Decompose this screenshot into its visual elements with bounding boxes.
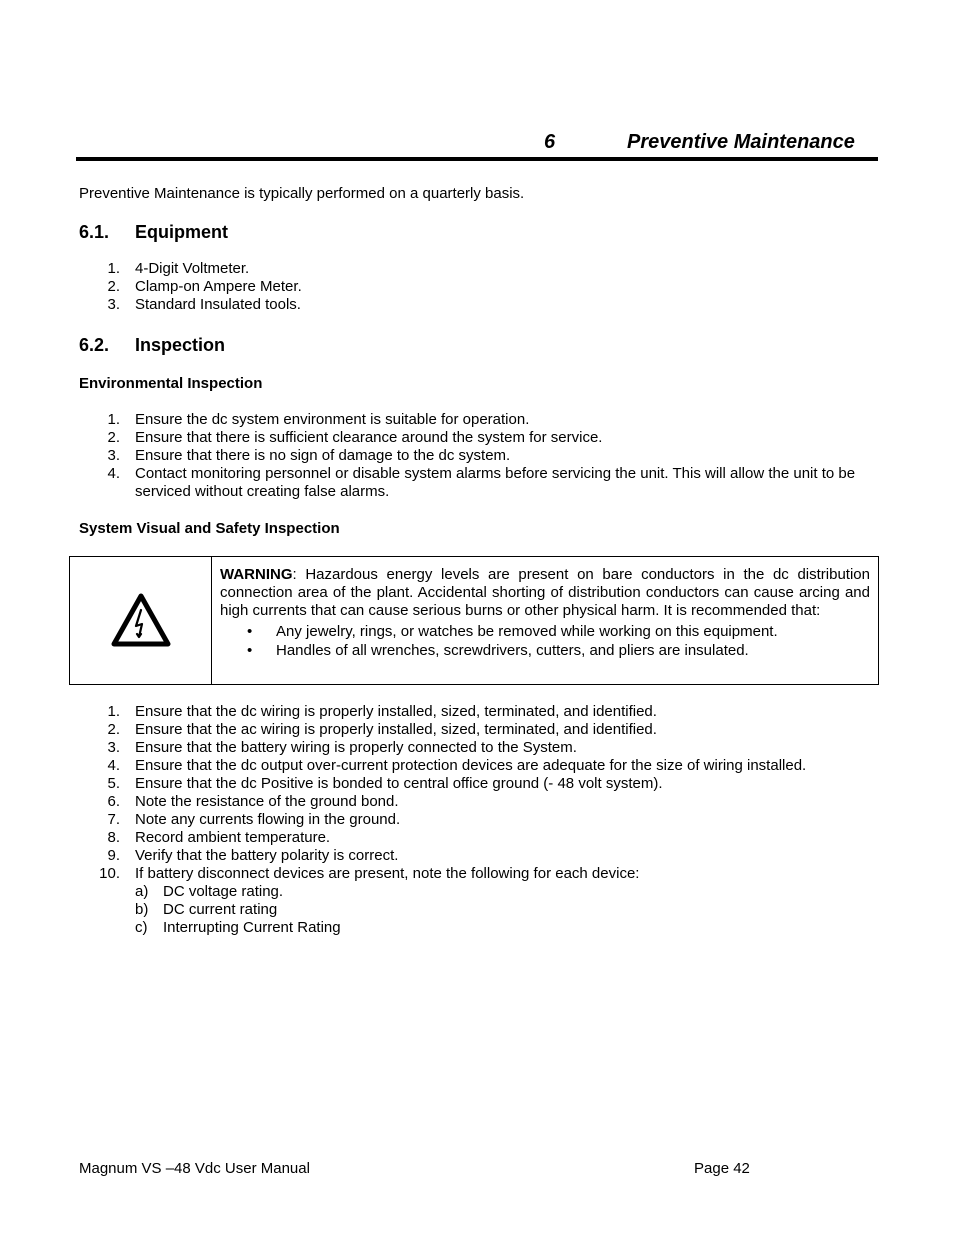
section-number: 6.2. bbox=[79, 335, 110, 355]
item-text: DC voltage rating. bbox=[163, 883, 284, 900]
intro-paragraph: Preventive Maintenance is typically performed on a quarterly basis. bbox=[79, 185, 525, 202]
item-text: Note the resistance of the ground bond. bbox=[135, 793, 399, 810]
item-text: Clamp-on Ampere Meter. bbox=[135, 278, 302, 295]
bullet-icon: • bbox=[247, 623, 253, 640]
section-title: Inspection bbox=[135, 335, 226, 355]
item-text: Ensure that the battery wiring is properly connected to the System. bbox=[135, 739, 577, 756]
item-number: 1. bbox=[107, 260, 120, 277]
sublist-item bbox=[135, 919, 869, 937]
warning-box bbox=[69, 556, 879, 685]
item-number: 10. bbox=[99, 865, 120, 882]
section-inspection-heading bbox=[79, 335, 226, 356]
warning-body: : Hazardous energy levels are present on bare conductors in the dc distribution connection area of the plant. Accidental shorting of distribution conductors can cause arcing and high currents that can cause serious burns or other physical harm. It is recommended that: bbox=[220, 566, 870, 619]
item-number: 2. bbox=[107, 278, 120, 295]
item-text: 4-Digit Voltmeter. bbox=[135, 260, 250, 277]
list-item bbox=[79, 703, 869, 721]
list-item bbox=[79, 739, 869, 757]
environmental-list bbox=[79, 411, 869, 501]
warning-icon-cell bbox=[70, 557, 212, 684]
chapter-title: Preventive Maintenance bbox=[627, 131, 855, 153]
sublist-item bbox=[135, 901, 869, 919]
item-text: Contact monitoring personnel or disable system alarms before servicing the unit. This will allow the unit to be serviced without creating false alarms. bbox=[135, 465, 856, 500]
heading-rule bbox=[76, 157, 878, 161]
list-item bbox=[79, 465, 869, 501]
bullet-icon: • bbox=[247, 642, 253, 659]
item-text: Verify that the battery polarity is correct. bbox=[135, 847, 399, 864]
item-number: 3. bbox=[107, 447, 120, 464]
list-item bbox=[79, 260, 302, 278]
warning-bullet-list bbox=[220, 622, 870, 660]
item-letter: c) bbox=[135, 919, 148, 936]
item-text: Ensure that there is sufficient clearance around the system for service. bbox=[135, 429, 603, 446]
list-item bbox=[79, 447, 869, 465]
list-item bbox=[79, 296, 302, 314]
section-title: Equipment bbox=[135, 222, 228, 242]
item-text: Interrupting Current Rating bbox=[163, 919, 341, 936]
list-item bbox=[79, 429, 869, 447]
list-item bbox=[79, 411, 869, 429]
item-number: 4. bbox=[107, 465, 120, 482]
item-text: Ensure that the ac wiring is properly installed, sized, terminated, and identified. bbox=[135, 721, 657, 738]
device-rating-sublist bbox=[135, 883, 869, 937]
item-number: 5. bbox=[107, 775, 120, 792]
item-letter: a) bbox=[135, 883, 149, 900]
bullet-text: Handles of all wrenches, screwdrivers, cutters, and pliers are insulated. bbox=[276, 642, 749, 659]
list-item bbox=[79, 793, 869, 811]
bullet-text: Any jewelry, rings, or watches be removed while working on this equipment. bbox=[276, 623, 778, 640]
item-text: DC current rating bbox=[163, 901, 278, 918]
item-text: Ensure that the dc output over-current protection devices are adequate for the size of wiring installed. bbox=[135, 757, 807, 774]
item-number: 8. bbox=[107, 829, 120, 846]
bullet-item bbox=[220, 622, 870, 641]
equipment-list bbox=[79, 260, 302, 314]
item-text: Note any currents flowing in the ground. bbox=[135, 811, 401, 828]
environmental-heading: Environmental Inspection bbox=[79, 375, 263, 392]
item-number: 3. bbox=[107, 296, 120, 313]
list-item bbox=[79, 847, 869, 865]
item-text: Ensure that the dc Positive is bonded to central office ground (- 48 volt system). bbox=[135, 775, 663, 792]
item-text: Standard Insulated tools. bbox=[135, 296, 301, 313]
item-number: 7. bbox=[107, 811, 120, 828]
item-number: 3. bbox=[107, 739, 120, 756]
list-item bbox=[79, 775, 869, 793]
warning-label: WARNING bbox=[220, 566, 293, 583]
item-text: Record ambient temperature. bbox=[135, 829, 331, 846]
item-number: 4. bbox=[107, 757, 120, 774]
high-voltage-warning-icon bbox=[111, 593, 171, 647]
list-item bbox=[79, 865, 869, 937]
item-number: 1. bbox=[107, 411, 120, 428]
list-item bbox=[79, 721, 869, 739]
item-text: Ensure the dc system environment is suitable for operation. bbox=[135, 411, 530, 428]
warning-text bbox=[220, 566, 870, 660]
item-text: Ensure that there is no sign of damage to the dc system. bbox=[135, 447, 511, 464]
item-number: 9. bbox=[107, 847, 120, 864]
list-item bbox=[79, 829, 869, 847]
item-letter: b) bbox=[135, 901, 149, 918]
chapter-number: 6 bbox=[544, 131, 556, 153]
item-number: 2. bbox=[107, 721, 120, 738]
footer-manual-title: Magnum VS –48 Vdc User Manual bbox=[79, 1160, 310, 1177]
list-item bbox=[79, 278, 302, 296]
item-number: 1. bbox=[107, 703, 120, 720]
item-text: If battery disconnect devices are present, note the following for each device: bbox=[135, 865, 640, 882]
item-number: 6. bbox=[107, 793, 120, 810]
item-number: 2. bbox=[107, 429, 120, 446]
system-inspection-list bbox=[79, 703, 869, 937]
footer-page-number: Page 42 bbox=[694, 1160, 750, 1177]
system-inspection-heading: System Visual and Safety Inspection bbox=[79, 520, 340, 537]
list-item bbox=[79, 811, 869, 829]
section-equipment-heading bbox=[79, 222, 228, 243]
bullet-item bbox=[220, 641, 870, 660]
section-number: 6.1. bbox=[79, 222, 110, 242]
item-text: Ensure that the dc wiring is properly installed, sized, terminated, and identified. bbox=[135, 703, 657, 720]
sublist-item bbox=[135, 883, 869, 901]
list-item bbox=[79, 757, 869, 775]
